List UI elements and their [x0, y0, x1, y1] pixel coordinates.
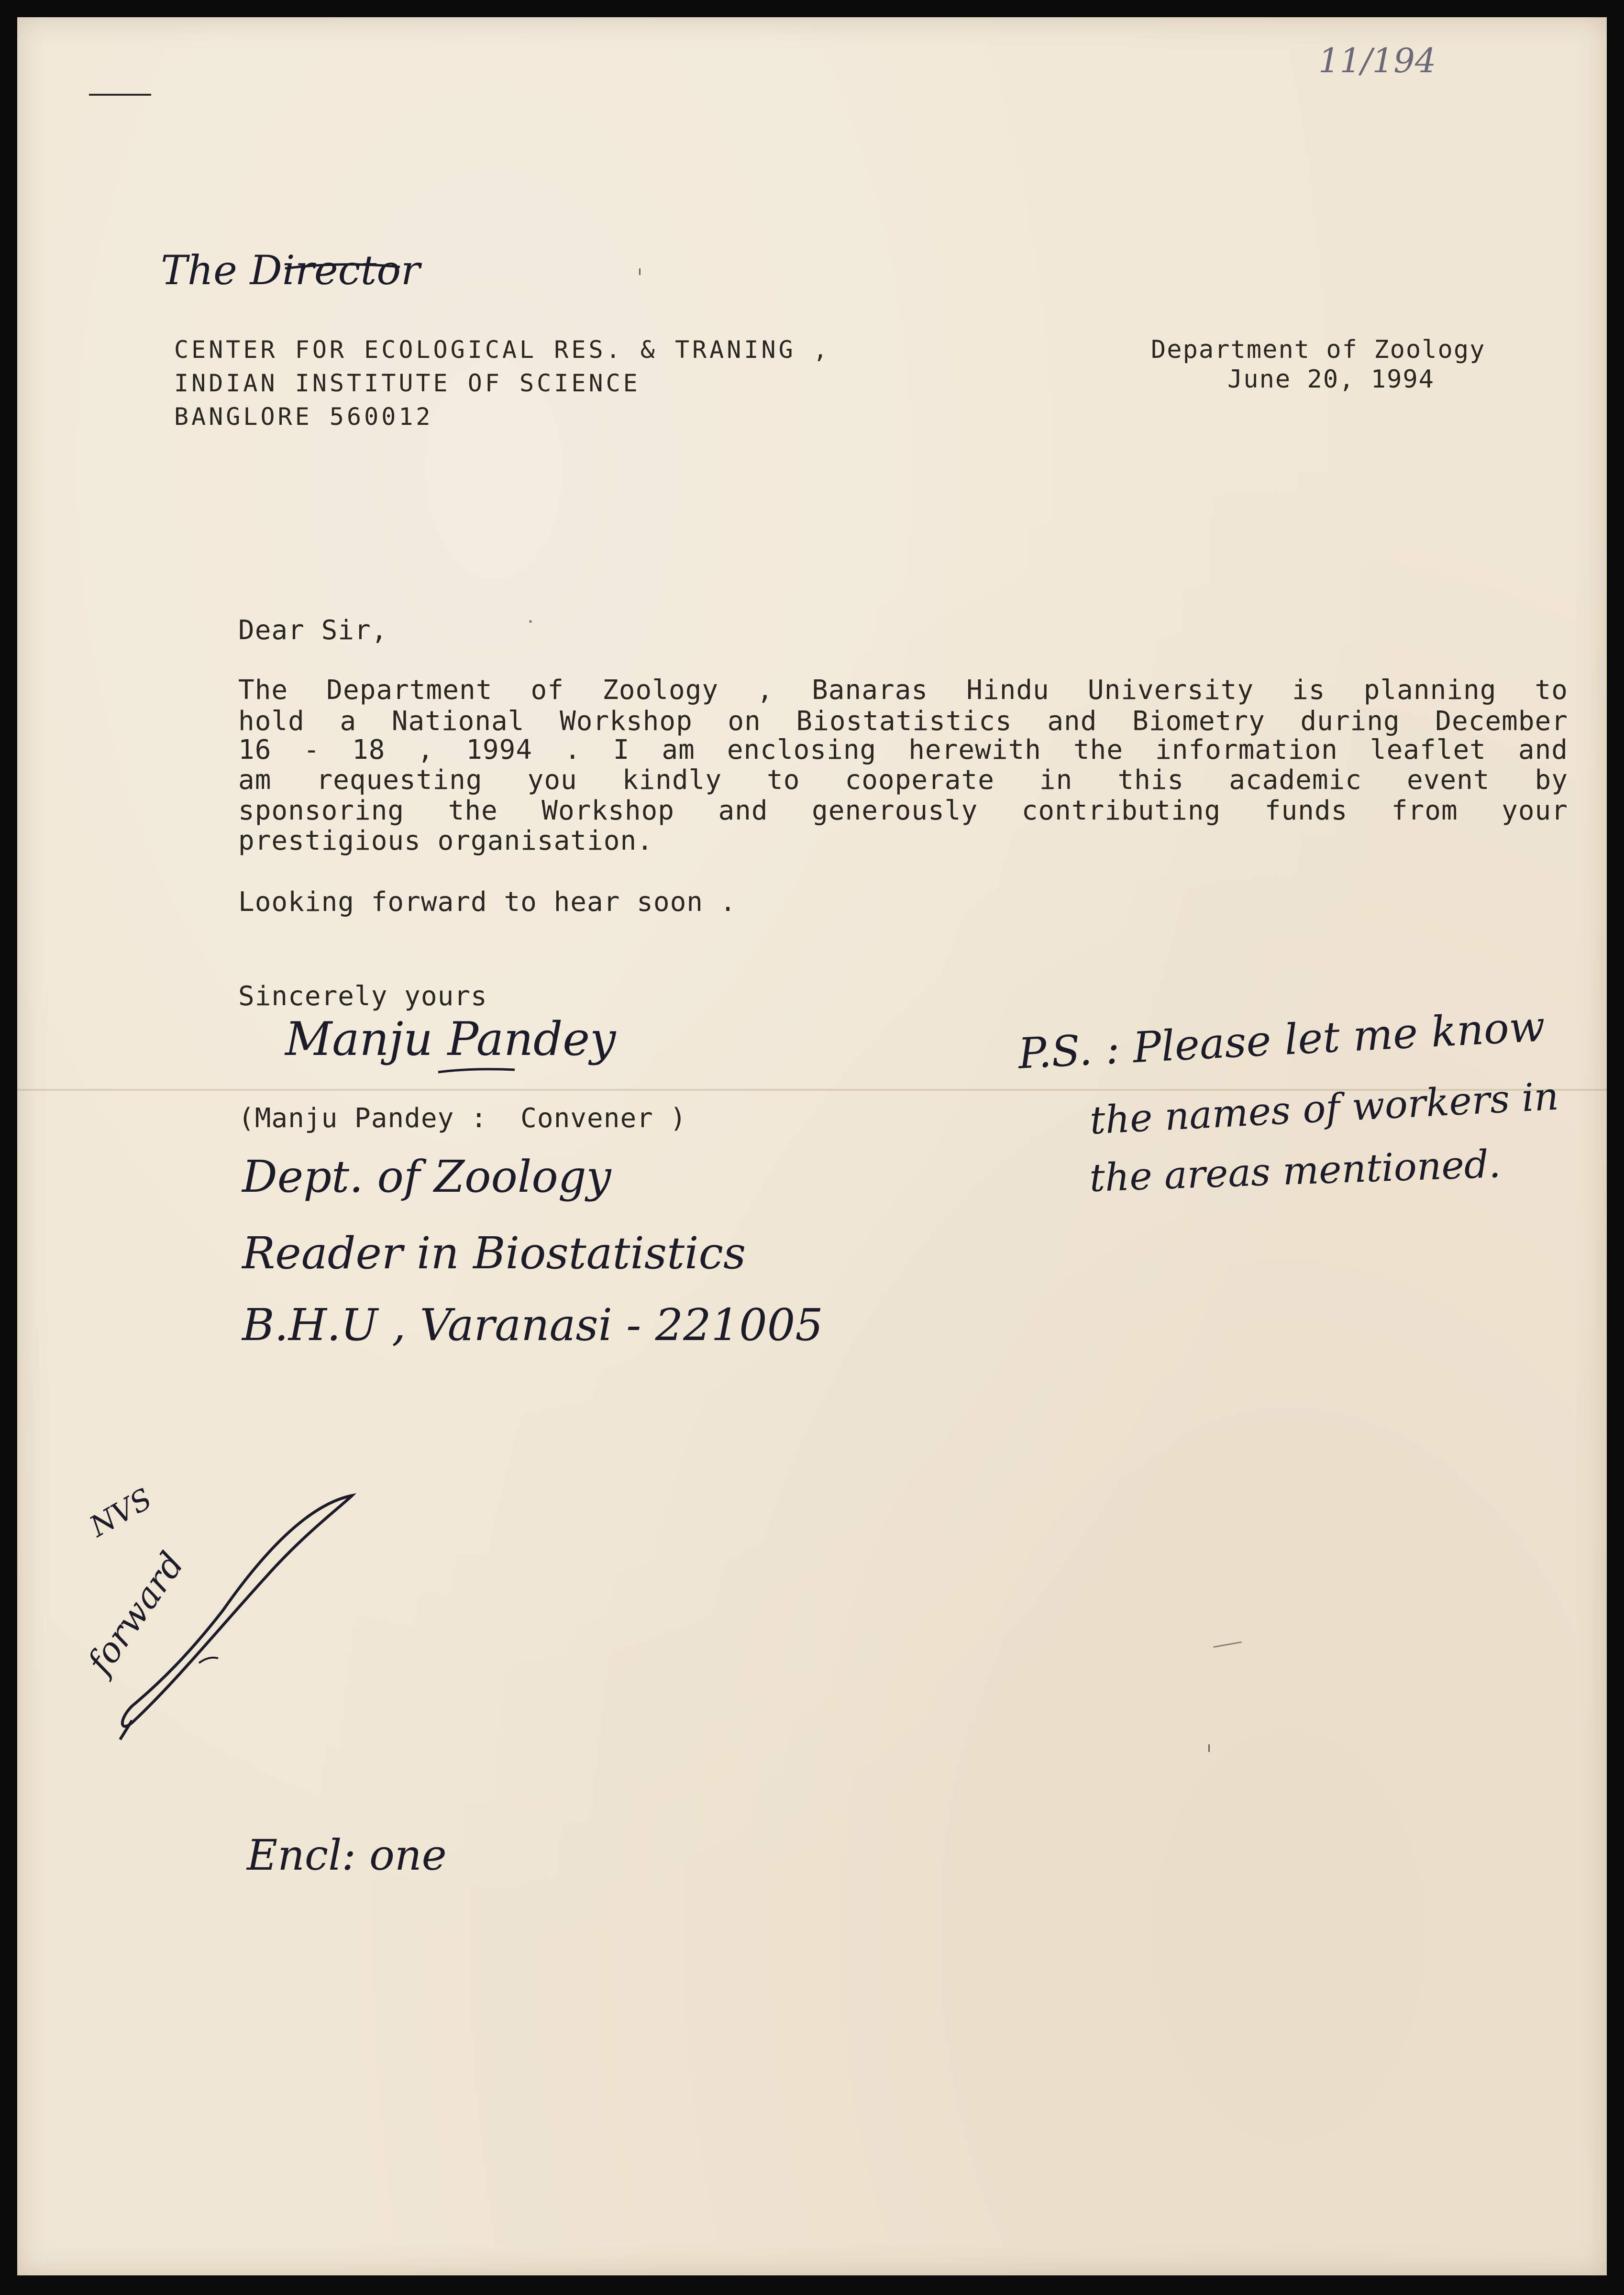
addressee-line-1: CENTER FOR ECOLOGICAL RES. & TRANING , [174, 336, 830, 364]
designation-line-2: Reader in Biostatistics [242, 1228, 746, 1279]
sender-department: Department of Zoology [1151, 335, 1486, 364]
postscript-line-1: P.S. : Please let me know [1017, 1001, 1547, 1078]
paper-speck [1213, 1641, 1242, 1648]
designation-line-1: Dept. of Zoology [242, 1151, 611, 1202]
paragraph-line-2: hold a National Workshop on Biostatistics and Biometry during December [238, 706, 1568, 737]
sign-off: Sincerely yours [238, 981, 487, 1012]
greeting: Dear Sir, [238, 615, 388, 646]
closing-line: Looking forward to hear soon . [238, 887, 737, 918]
addressee-line-2: INDIAN INSTITUTE OF SCIENCE [174, 369, 641, 397]
letter-page [17, 17, 1607, 2275]
designation-line-3: B.H.U , Varanasi - 221005 [242, 1299, 823, 1351]
signature: Manju Pandey [285, 1012, 616, 1066]
enclosure-note: Encl: one [247, 1830, 447, 1880]
paragraph-line-3: 16 - 18 , 1994 . I am enclosing herewith the information leaflet and [238, 734, 1568, 765]
postscript-line-2: the names of workers in [1089, 1074, 1560, 1143]
paragraph-line-1: The Department of Zoology , Banaras Hindu University is planning to [238, 675, 1568, 706]
letter-date: June 20, 1994 [1227, 365, 1435, 394]
margin-note: forward [79, 1544, 192, 1682]
paragraph-line-6: prestigious organisation. [238, 825, 653, 856]
top-left-mark [89, 94, 151, 96]
paragraph-line-5: sponsoring the Workshop and generously contributing funds from your [238, 795, 1568, 826]
typed-name: (Manju Pandey : Convener ) [238, 1103, 687, 1134]
addressee-handwritten: The Director [161, 247, 420, 294]
addressee-line-3: BANGLORE 560012 [174, 403, 433, 431]
paper-speck [529, 620, 532, 623]
postscript-line-3: the areas mentioned. [1089, 1141, 1502, 1200]
reference-number: 11/194 [1318, 41, 1436, 80]
paragraph-line-4: am requesting you kindly to cooperate in this academic event by [238, 765, 1568, 796]
margin-initials: NVS [84, 1482, 158, 1544]
paper-speck [1208, 1744, 1210, 1752]
paper-speck [639, 268, 641, 275]
